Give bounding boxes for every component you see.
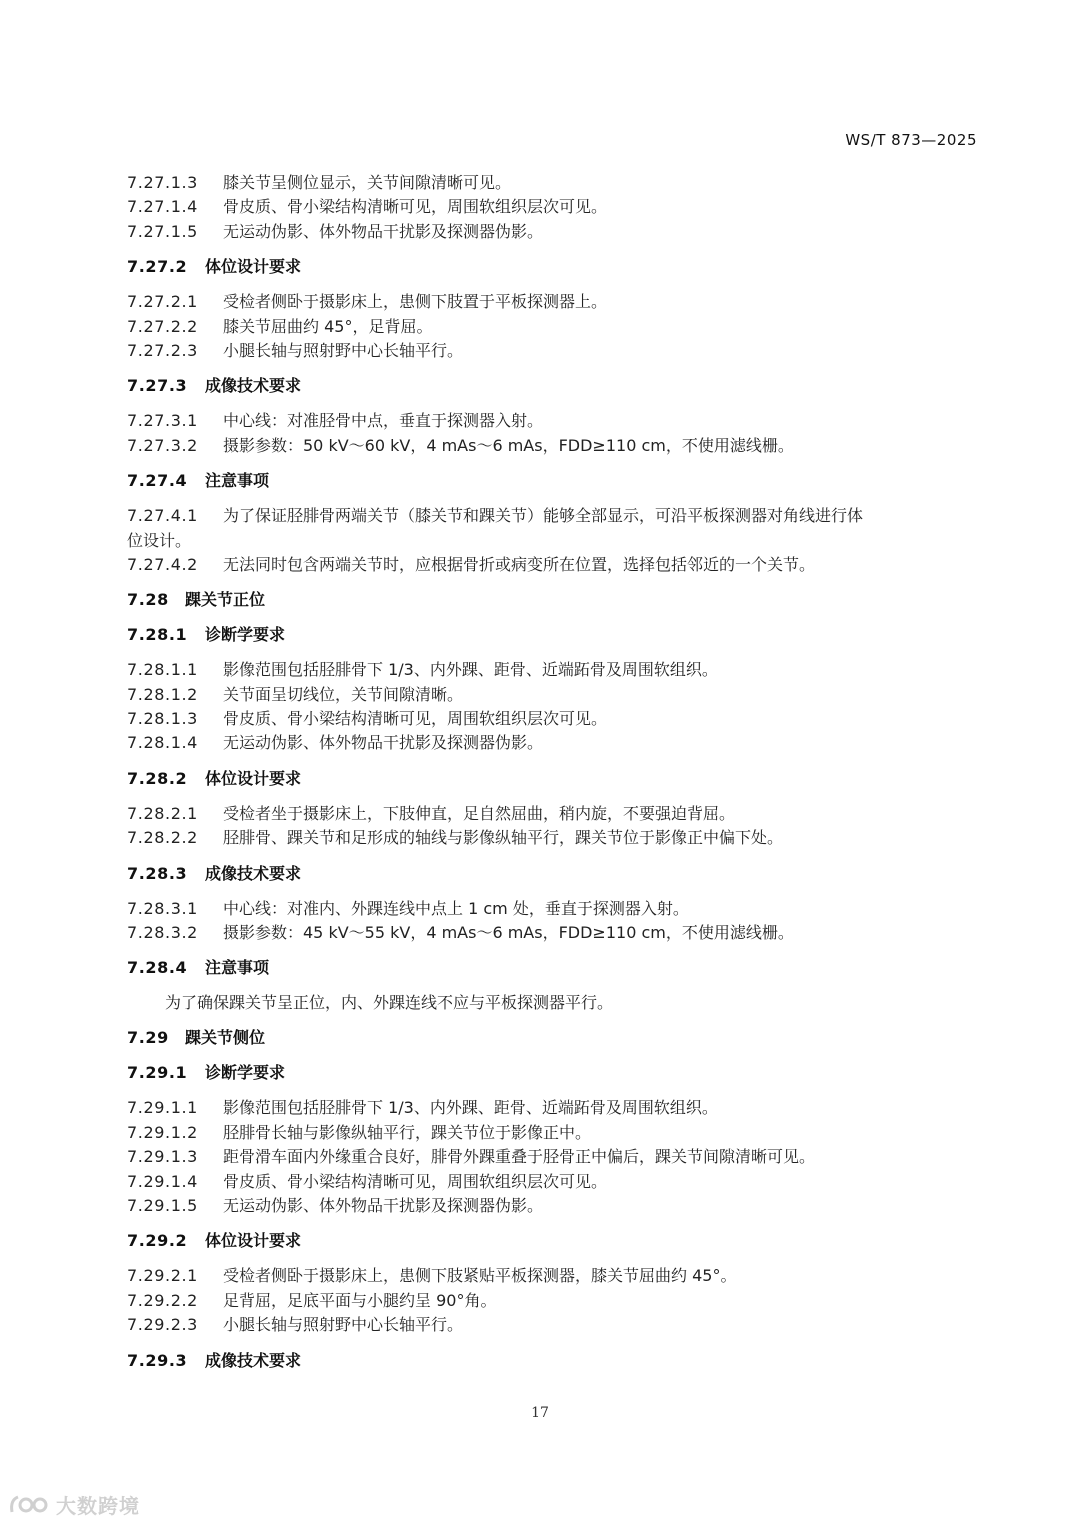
clause-text: 中心线：对准内、外踝连线中点上 1 cm 处，垂直于探测器入射。: [223, 898, 689, 918]
clause-text: 体位设计要求: [205, 1231, 302, 1251]
clause-number: 7.29.1.4: [127, 1171, 198, 1191]
clause-item: [127, 658, 987, 682]
clause-item: [127, 220, 987, 244]
section-heading: [127, 1061, 987, 1085]
clause-number: 7.28.1: [127, 625, 188, 645]
clause-number: 7.29.2: [127, 1231, 188, 1251]
clause-number: 7.29.3: [127, 1350, 188, 1370]
clause-item: [127, 409, 987, 433]
section-heading: [127, 1026, 987, 1050]
clause-number: 7.27.2: [127, 257, 188, 277]
clause-text: 膝关节屈曲约 45°，足背屈。: [223, 316, 433, 336]
clause-text: 位设计。: [127, 530, 192, 550]
clause-text: 体位设计要求: [205, 768, 302, 788]
clause-number: 7.28: [127, 590, 169, 610]
clause-text: 诊断学要求: [205, 625, 286, 645]
section-heading: [127, 1349, 987, 1373]
clause-number: 7.27.3: [127, 376, 188, 396]
clause-text: 影像范围包括胫腓骨下 1/3、内外踝、距骨、近端跖骨及周围软组织。: [223, 1098, 718, 1118]
clause-item: [127, 707, 987, 731]
clause-number: 7.28.3.1: [127, 898, 198, 918]
clause-text: 成像技术要求: [205, 863, 302, 883]
clause-text: 注意事项: [205, 958, 270, 978]
clause-item: [127, 195, 987, 219]
clause-text: 摄影参数：50 kV～60 kV，4 mAs～6 mAs，FDD≥110 cm，不使用滤线栅。: [223, 435, 794, 455]
clause-item: [127, 1121, 987, 1145]
section-heading: [127, 588, 987, 612]
clause-number: 7.28.4: [127, 958, 188, 978]
clause-number: 7.27.1.3: [127, 173, 198, 192]
clause-text: 中心线：对准胫骨中点，垂直于探测器入射。: [223, 411, 544, 431]
clause-number: 7.28.2.1: [127, 803, 198, 823]
clause-number: 7.28.1.2: [127, 684, 198, 704]
section-heading: [127, 862, 987, 886]
clause-number: 7.27.3.2: [127, 435, 198, 455]
clause-text: 距骨滑车面内外缘重合良好，腓骨外踝重叠于胫骨正中偏后，踝关节间隙清晰可见。: [223, 1147, 816, 1167]
clause-text: 胫腓骨、踝关节和足形成的轴线与影像纵轴平行，踝关节位于影像正中偏下处。: [223, 828, 784, 848]
paragraph: [127, 991, 987, 1015]
clause-number: 7.27.2.2: [127, 316, 198, 336]
clause-number: 7.27.2.1: [127, 292, 198, 312]
clause-text: 诊断学要求: [205, 1063, 286, 1083]
clause-item: [127, 1170, 987, 1194]
standard-id: WS/T 873—2025: [845, 131, 977, 149]
clause-continuation: [127, 529, 987, 553]
clause-text: 踝关节侧位: [185, 1028, 266, 1048]
clause-item: [127, 315, 987, 339]
clause-text: 骨皮质、骨小梁结构清晰可见，周围软组织层次可见。: [223, 709, 608, 729]
clause-item: [127, 897, 987, 921]
clause-text: 影像范围包括胫腓骨下 1/3、内外踝、距骨、近端跖骨及周围软组织。: [223, 660, 718, 680]
section-heading: [127, 767, 987, 791]
clause-item: [127, 434, 987, 458]
clause-text: 摄影参数：45 kV～55 kV，4 mAs～6 mAs，FDD≥110 cm，不使用滤线栅。: [223, 923, 794, 943]
clause-text: 小腿长轴与照射野中心长轴平行。: [223, 340, 464, 360]
clause-number: 7.29.1.1: [127, 1098, 198, 1118]
section-heading: [127, 1229, 987, 1253]
clause-text: 为了保证胫腓骨两端关节（膝关节和踝关节）能够全部显示，可沿平板探测器对角线进行体: [223, 506, 864, 526]
clause-text: 关节面呈切线位，关节间隙清晰。: [223, 684, 464, 704]
clause-text: 受检者坐于摄影床上，下肢伸直，足自然屈曲，稍内旋，不要强迫背屈。: [223, 803, 736, 823]
clause-number: 7.28.2.2: [127, 828, 198, 848]
clause-item: [127, 339, 987, 363]
clause-item: [127, 1264, 987, 1288]
section-heading: [127, 255, 987, 279]
clause-item: [127, 171, 987, 195]
clause-text: 小腿长轴与照射野中心长轴平行。: [223, 1315, 464, 1335]
clause-text: 骨皮质、骨小梁结构清晰可见，周围软组织层次可见。: [223, 1171, 608, 1191]
clause-number: 7.29.1: [127, 1063, 188, 1083]
clause-number: 7.27.4.1: [127, 506, 198, 526]
clause-number: 7.28.1.3: [127, 709, 198, 729]
clause-number: 7.29.2.2: [127, 1290, 198, 1310]
section-heading: [127, 623, 987, 647]
clause-text: 受检者侧卧于摄影床上，患侧下肢紧贴平板探测器，膝关节屈曲约 45°。: [223, 1266, 737, 1286]
section-heading: [127, 374, 987, 398]
clause-number: 7.28.1.1: [127, 660, 198, 680]
section-heading: [127, 469, 987, 493]
page-number: 17: [531, 1405, 549, 1421]
clause-item: [127, 290, 987, 314]
clause-text: 注意事项: [205, 471, 270, 491]
clause-number: 7.28.3: [127, 863, 188, 883]
clause-number: 7.29.1.5: [127, 1195, 198, 1215]
clause-item: [127, 921, 987, 945]
clause-text: 体位设计要求: [205, 257, 302, 277]
clause-item: [127, 683, 987, 707]
clause-number: 7.27.4.2: [127, 554, 198, 574]
clause-item: [127, 1313, 987, 1337]
clause-number: 7.29.1.3: [127, 1147, 198, 1167]
clause-item: [127, 1194, 987, 1218]
clause-text: 无法同时包含两端关节时，应根据骨折或病变所在位置，选择包括邻近的一个关节。: [223, 554, 816, 574]
clause-number: 7.27.1.5: [127, 221, 198, 241]
clause-text: 无运动伪影、体外物品干扰影及探测器伪影。: [223, 733, 544, 753]
clause-item: [127, 1096, 987, 1120]
clause-number: 7.28.1.4: [127, 733, 198, 753]
clause-text: 骨皮质、骨小梁结构清晰可见，周围软组织层次可见。: [223, 197, 608, 217]
clause-text: 膝关节呈侧位显示，关节间隙清晰可见。: [223, 173, 512, 192]
clause-text: 足背屈，足底平面与小腿约呈 90°角。: [223, 1290, 497, 1310]
clause-text: 成像技术要求: [205, 376, 302, 396]
clause-number: 7.27.4: [127, 471, 188, 491]
clause-number: 7.27.3.1: [127, 411, 198, 431]
clause-number: 7.28.2: [127, 768, 188, 788]
clause-text: 成像技术要求: [205, 1350, 302, 1370]
document-body: [127, 171, 987, 1384]
watermark: [8, 1490, 140, 1519]
clause-number: 7.27.2.3: [127, 340, 198, 360]
clause-number: 7.29.1.2: [127, 1122, 198, 1142]
clause-number: 7.29: [127, 1028, 169, 1048]
clause-item: [127, 802, 987, 826]
clause-text: 踝关节正位: [185, 590, 266, 610]
clause-item: [127, 553, 987, 577]
clause-text: 受检者侧卧于摄影床上，患侧下肢置于平板探测器上。: [223, 292, 608, 312]
clause-text: 无运动伪影、体外物品干扰影及探测器伪影。: [223, 1195, 544, 1215]
section-heading: [127, 956, 987, 980]
clause-item: [127, 1289, 987, 1313]
clause-number: 7.29.2.3: [127, 1315, 198, 1335]
watermark-text: 大数跨境: [56, 1494, 140, 1518]
logo-icon: [8, 1492, 52, 1518]
clause-text: 胫腓骨长轴与影像纵轴平行，踝关节位于影像正中。: [223, 1122, 592, 1142]
clause-item: [127, 504, 987, 528]
clause-text: 无运动伪影、体外物品干扰影及探测器伪影。: [223, 221, 544, 241]
clause-text: 为了确保踝关节呈正位，内、外踝连线不应与平板探测器平行。: [165, 993, 614, 1013]
clause-item: [127, 1145, 987, 1169]
clause-number: 7.27.1.4: [127, 197, 198, 217]
clause-number: 7.28.3.2: [127, 923, 198, 943]
clause-item: [127, 826, 987, 850]
clause-item: [127, 731, 987, 755]
clause-number: 7.29.2.1: [127, 1266, 198, 1286]
